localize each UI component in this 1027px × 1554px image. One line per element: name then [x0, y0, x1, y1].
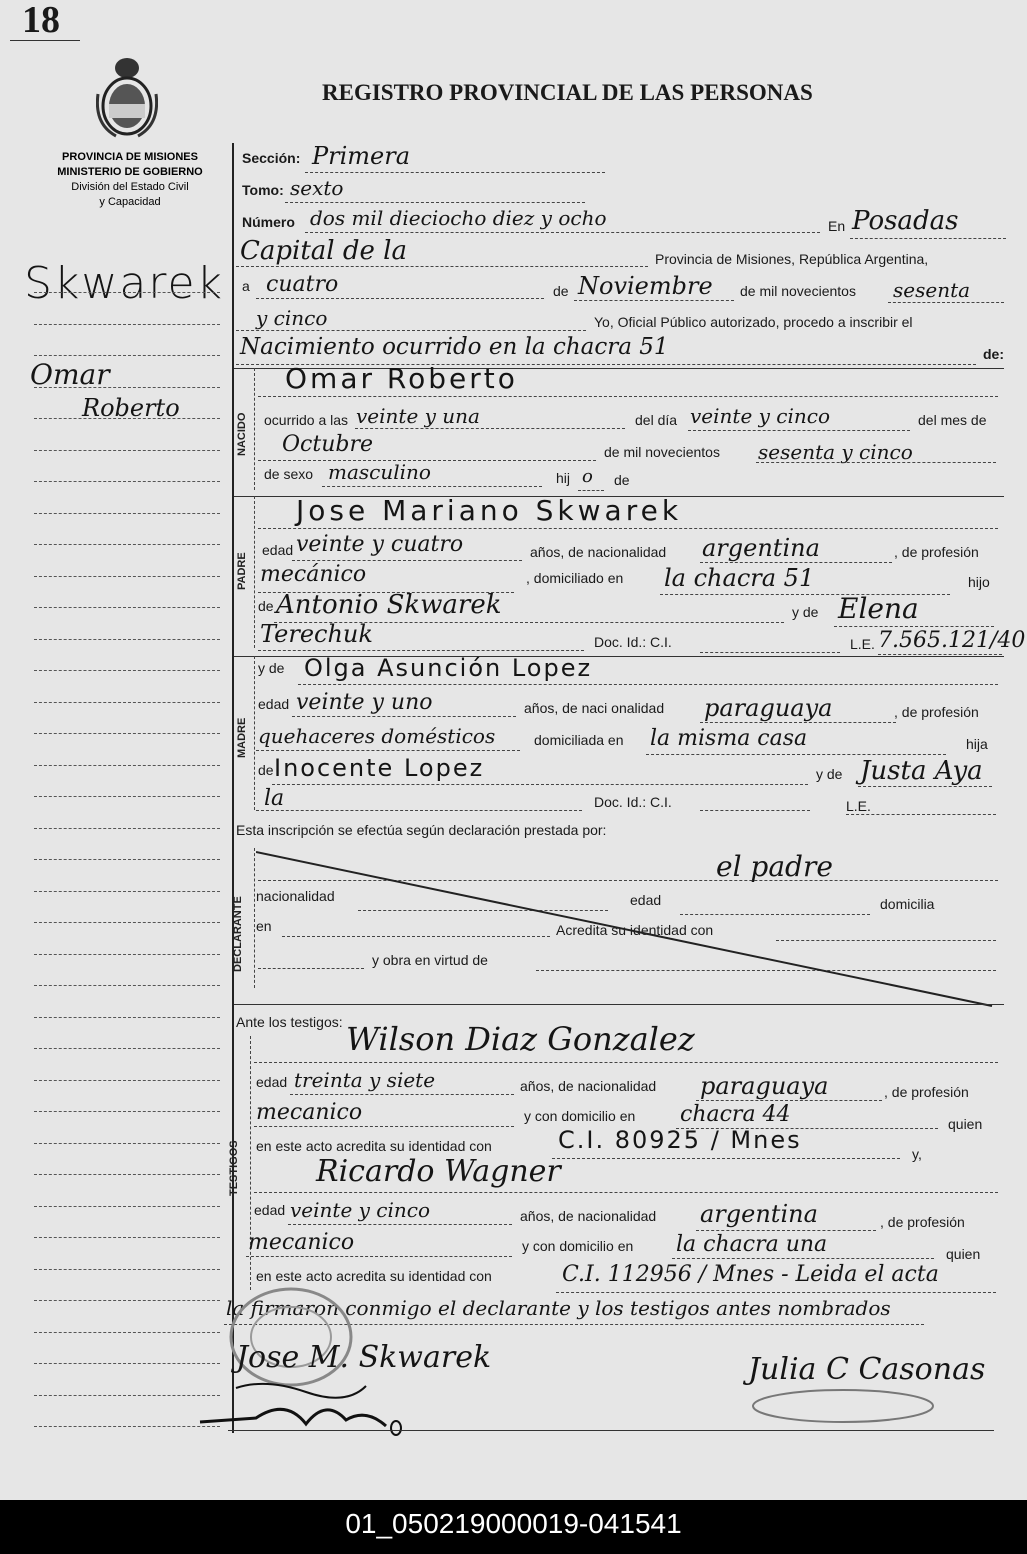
- margin-rule: [34, 481, 220, 482]
- label-obra: y obra en virtud de: [372, 952, 488, 968]
- value-hora: veinte y una: [356, 404, 480, 428]
- label-t2-edad: edad: [254, 1202, 286, 1218]
- label-yo: Yo, Oficial Público autorizado, procedo a inscribir el: [594, 314, 913, 330]
- document-title: REGISTRO PROVINCIAL DE LAS PERSONAS: [322, 80, 813, 105]
- label-t1-prof: , de profesión: [884, 1084, 969, 1100]
- signature-declarante: Jose M. Skwarek: [236, 1340, 492, 1375]
- label-de: de: [553, 283, 569, 299]
- label-ante: Ante los testigos:: [236, 1014, 343, 1030]
- label-padre-prof: , de profesión: [894, 544, 979, 560]
- label-sexo: de sexo: [264, 466, 314, 482]
- value-nombre: Omar Roberto: [285, 362, 518, 395]
- value-mes: Noviembre: [578, 272, 713, 300]
- value-t1-prof: mecanico: [256, 1100, 363, 1125]
- witness-signatures: [196, 1378, 426, 1448]
- value-padre-prof: mecánico: [260, 562, 367, 587]
- value-testigo2: Ricardo Wagner: [316, 1154, 561, 1189]
- label-domicilia: domicilia: [880, 896, 935, 912]
- label-t2-quien: quien: [946, 1246, 981, 1262]
- label-madre-prof: , de profesión: [894, 704, 979, 720]
- margin-rule: [34, 1111, 220, 1112]
- margin-rule: [34, 1395, 220, 1396]
- margin-rule: [34, 765, 220, 766]
- value-padre-nombre: Jose Mariano Skwarek: [296, 494, 683, 527]
- label-inscripcion: Esta inscripción se efectúa según declaración prestada por:: [236, 822, 607, 838]
- margin-surname: Skwarek: [24, 258, 225, 309]
- margin-rule: [34, 1269, 220, 1270]
- margin-rule: [34, 1017, 220, 1018]
- label-en: En: [828, 218, 846, 234]
- value-abuela-m2: la: [264, 786, 285, 811]
- section-madre: MADRE: [236, 717, 248, 758]
- label-y-de-m2: y de: [816, 766, 843, 782]
- value-padre-dom: la chacra 51: [664, 564, 815, 592]
- margin-rule: [34, 954, 220, 955]
- issuer-block: [30, 150, 230, 210]
- label-y-de: y de: [792, 604, 819, 620]
- value-t1-nac: paraguaya: [700, 1072, 829, 1100]
- margin-rule: [34, 859, 220, 860]
- margin-rule: [34, 796, 220, 797]
- label-t2-anos: años, de nacionalidad: [520, 1208, 657, 1224]
- value-declarante: el padre: [716, 850, 833, 883]
- margin-rule: [34, 513, 220, 514]
- margin-rule: [34, 1363, 220, 1364]
- value-hij: o: [582, 466, 593, 487]
- margin-rule: [34, 387, 220, 388]
- label-acredita: Acredita su identidad con: [556, 922, 714, 938]
- label-de-mil2: de mil novecientos: [604, 444, 720, 460]
- label-de2: de: [614, 472, 630, 488]
- value-abuela-m1: Justa Aya: [860, 756, 983, 786]
- margin-second-name: Roberto: [82, 394, 180, 422]
- margin-rule: [34, 639, 220, 640]
- value-acto: Nacimiento ocurrido en la chacra 51: [240, 334, 669, 360]
- label-t2-dom: y con domicilio en: [522, 1238, 634, 1254]
- margin-rule: [34, 1143, 220, 1144]
- margin-rule: [34, 355, 220, 356]
- value-t1-dom: chacra 44: [680, 1102, 791, 1127]
- label-padre-dom: , domiciliado en: [526, 570, 624, 586]
- label-y-comma: y,: [912, 1146, 922, 1162]
- label-t2-prof: , de profesión: [880, 1214, 965, 1230]
- label-y-de-m: y de: [258, 660, 285, 676]
- margin-rule: [34, 1048, 220, 1049]
- label-del-dia: del día: [635, 412, 678, 428]
- margin-rule: [34, 1300, 220, 1301]
- value-t2-prof: mecanico: [248, 1230, 355, 1255]
- margin-rule: [34, 1206, 220, 1207]
- margin-rule: [34, 324, 220, 325]
- margin-rule: [34, 670, 220, 671]
- label-de-colon: de:: [983, 346, 1004, 362]
- label-t2-acredita: en este acto acredita su identidad con: [256, 1268, 492, 1284]
- value-numero: dos mil dieciocho diez y ocho: [310, 206, 607, 230]
- label-a: a: [242, 278, 250, 294]
- value-anio-nac: sesenta y cinco: [758, 440, 913, 464]
- label-hijo: hijo: [968, 574, 990, 590]
- label-madre-de: de: [258, 762, 274, 778]
- value-madre-nombre: Olga Asunción Lopez: [304, 654, 593, 682]
- margin-rule: [34, 418, 220, 419]
- value-madre-dom: la misma casa: [650, 726, 808, 751]
- label-doc-id: Doc. Id.: C.I.: [594, 634, 672, 650]
- value-abuelo: Antonio Skwarek: [276, 590, 502, 620]
- footer-bar: [0, 1500, 1027, 1554]
- margin-rule: [34, 1426, 220, 1427]
- label-le: L.E.: [850, 636, 875, 652]
- label-t1-dom: y con domicilio en: [524, 1108, 636, 1124]
- official-stamp: [226, 1282, 356, 1392]
- label-tomo: Tomo:: [242, 182, 284, 198]
- value-anio2: y cinco: [256, 306, 328, 330]
- coat-of-arms-icon: [96, 54, 158, 138]
- label-t1-anos: años, de nacionalidad: [520, 1078, 657, 1094]
- value-en: Posadas: [852, 206, 959, 236]
- label-seccion: Sección:: [242, 150, 301, 166]
- value-abuela1: Elena: [838, 592, 919, 625]
- value-t2-nac: argentina: [700, 1200, 818, 1228]
- margin-rule: [34, 922, 220, 923]
- margin-rule: [34, 828, 220, 829]
- label-madre-anos: años, de naci onalidad: [524, 700, 665, 716]
- oval-stamp: [748, 1386, 938, 1426]
- margin-rule: [34, 1080, 220, 1081]
- label-numero: Número: [242, 214, 295, 230]
- label-t1-quien: quien: [948, 1116, 983, 1132]
- signature-oficial: Julia C Casonas: [748, 1352, 986, 1387]
- value-t1-id: C.I. 80925 / Mnes: [558, 1126, 802, 1154]
- margin-rule: [34, 1237, 220, 1238]
- label-madre-dom: domiciliada en: [534, 732, 624, 748]
- label-hij: hij: [556, 470, 571, 486]
- value-mes-nac: Octubre: [282, 432, 373, 457]
- value-t1-edad: treinta y siete: [294, 1068, 436, 1092]
- section-declarante: DECLARANTE: [232, 896, 244, 972]
- value-madre-prof: quehaceres domésticos: [258, 724, 496, 748]
- section-testigos: TESTIGOS: [228, 1140, 240, 1196]
- value-anio1: sesenta: [893, 278, 971, 302]
- label-doc-id-m: Doc. Id.: C.I.: [594, 794, 672, 810]
- value-padre-le: 7.565.121/40: [878, 628, 1026, 653]
- issuer-line: División del Estado Civil: [71, 181, 189, 193]
- value-t2-dom: la chacra una: [676, 1232, 828, 1257]
- margin-rule: [34, 733, 220, 734]
- value-seccion: Primera: [312, 142, 411, 170]
- value-t2-id: C.I. 112956 / Mnes - Leida el acta: [562, 1262, 939, 1287]
- label-t1-acredita: en este acto acredita su identidad con: [256, 1138, 492, 1154]
- value-capital: Capital de la: [240, 236, 407, 266]
- margin-rule: [34, 1332, 220, 1333]
- value-dia: cuatro: [266, 272, 339, 297]
- label-de-mil: de mil novecientos: [740, 283, 856, 299]
- label-padre-anos: años, de nacionalidad: [530, 544, 667, 560]
- margin-rule: [34, 1174, 220, 1175]
- value-cierre: la firmaron conmigo el declarante y los testigos antes nombrados: [226, 1296, 891, 1320]
- margin-rule: [34, 607, 220, 608]
- margin-rule: [34, 292, 220, 293]
- issuer-line: MINISTERIO DE GOBIERNO: [57, 166, 203, 178]
- label-nacionalidad: nacionalidad: [256, 888, 335, 904]
- section-nacido: NACIDO: [236, 412, 248, 456]
- footer-code: 01_050219000019-041541: [345, 1508, 682, 1539]
- margin-rule: [34, 702, 220, 703]
- label-padre-de: de: [258, 598, 274, 614]
- label-en-d: en: [256, 918, 272, 934]
- label-t1-edad: edad: [256, 1074, 288, 1090]
- margin-rule: [34, 450, 220, 451]
- value-abuela2: Terechuk: [260, 620, 373, 648]
- label-provincia: Provincia de Misiones, República Argentina,: [655, 251, 929, 267]
- margin-rule: [34, 891, 220, 892]
- margin-rule: [34, 576, 220, 577]
- value-tomo: sexto: [290, 176, 344, 200]
- label-edad-d: edad: [630, 892, 662, 908]
- label-hija: hija: [966, 736, 988, 752]
- cancel-strike: [256, 850, 996, 1010]
- value-padre-edad: veinte y cuatro: [296, 532, 464, 557]
- issuer-line: y Capacidad: [99, 196, 161, 208]
- value-t2-edad: veinte y cinco: [290, 1198, 431, 1222]
- value-madre-edad: veinte y uno: [296, 690, 433, 715]
- value-dia-nac: veinte y cinco: [690, 404, 831, 428]
- label-ocurrido: ocurrido a las: [264, 412, 349, 428]
- value-padre-nac: argentina: [702, 534, 820, 562]
- section-padre: PADRE: [236, 552, 248, 590]
- value-abuelo-m: Inocente Lopez: [274, 754, 485, 782]
- value-sexo: masculino: [328, 460, 431, 484]
- value-testigo1: Wilson Diaz Gonzalez: [346, 1020, 695, 1058]
- label-del-mes: del mes de: [918, 412, 987, 428]
- margin-rule: [34, 544, 220, 545]
- label-padre-edad: edad: [262, 542, 294, 558]
- margin-first-name: Omar: [30, 358, 110, 391]
- margin-rule: [34, 985, 220, 986]
- label-le-m: L.E.: [846, 798, 871, 814]
- issuer-line: PROVINCIA DE MISIONES: [62, 151, 198, 163]
- value-madre-nac: paraguaya: [704, 694, 833, 722]
- label-madre-edad: edad: [258, 696, 290, 712]
- page-number: 18: [22, 0, 60, 41]
